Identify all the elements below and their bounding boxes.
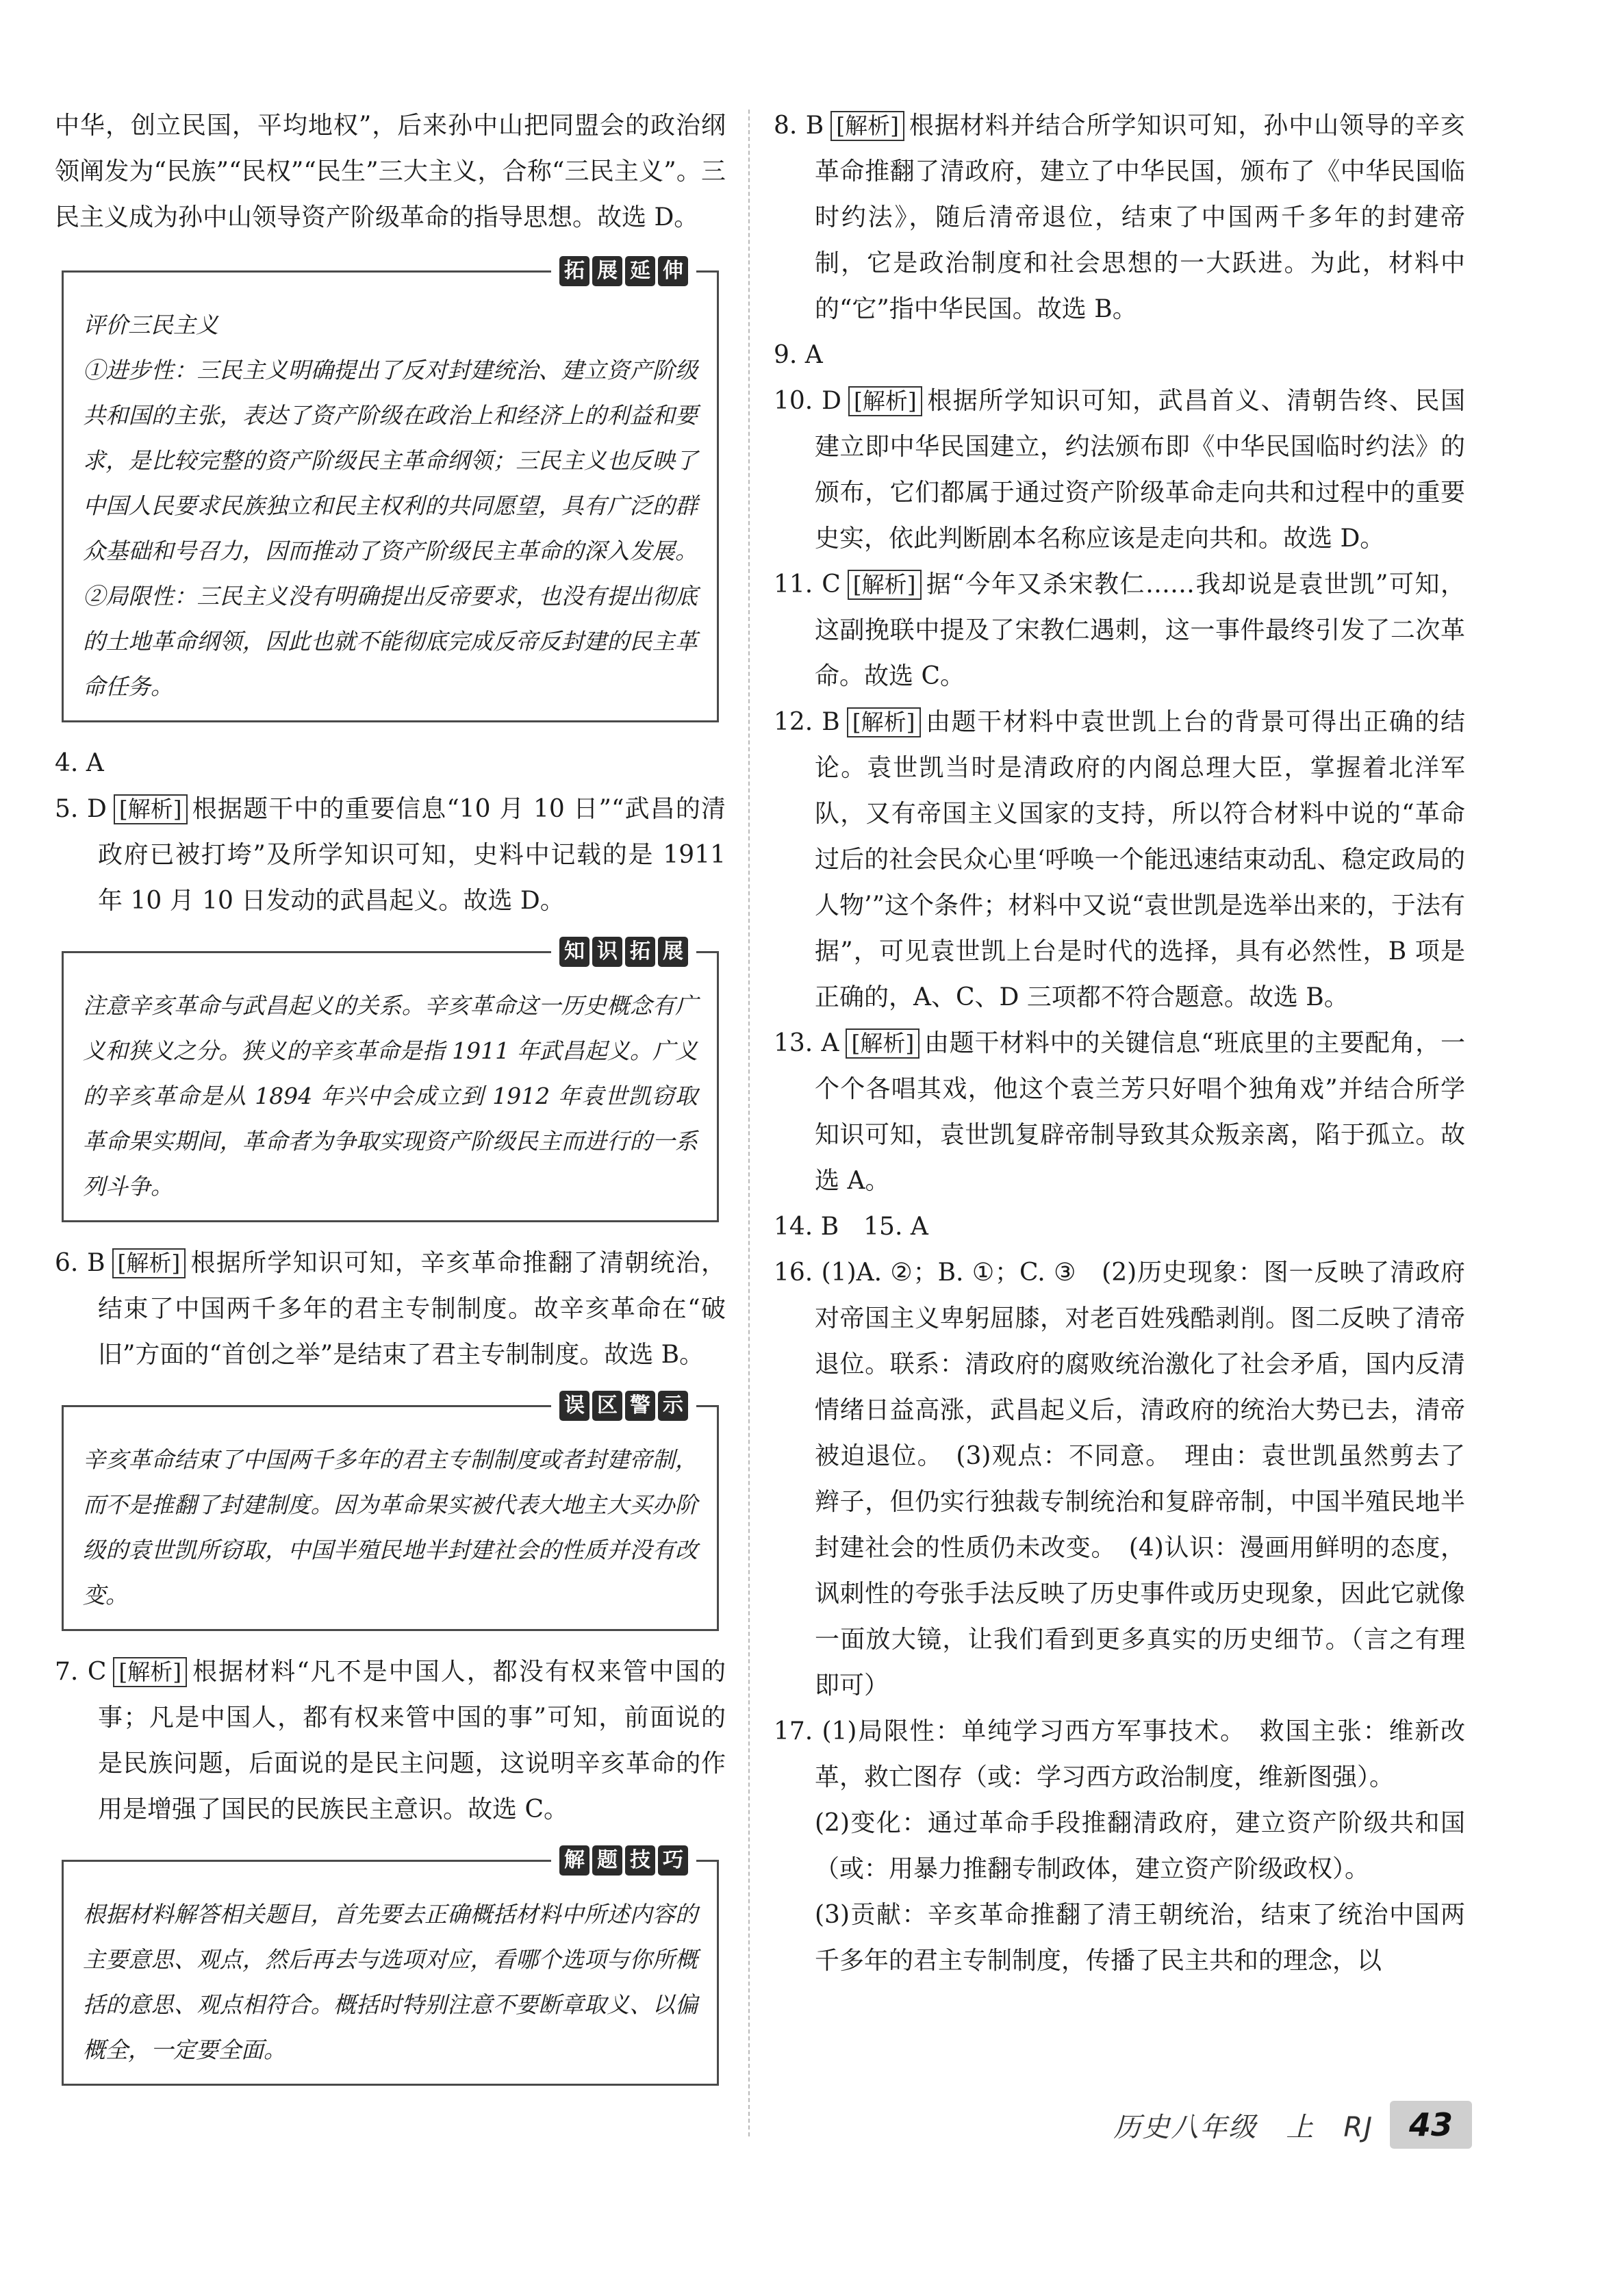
knowledge-box-title: 知 识 拓 展 [551,937,696,967]
answer-9: 9. A [774,341,823,369]
analysis-tag: [解析] [112,1248,186,1278]
answer-4: 4. A [55,749,104,777]
box-text: 注意辛亥革命与武昌起义的关系。辛亥革命这一历史概念有广义和狭义之分。狭义的辛亥革命是指 1911 年武昌起义。广义的辛亥革命是从 1894 年兴中会成立到 1912 年袁世凯窃取革命果实期间，革命者为争取实现资产阶级民主而进行的一系列斗争。 [83,992,698,1200]
tips-box-title: 解 题 技 巧 [551,1845,696,1876]
column-divider [748,110,750,2136]
answer-16: 16. (1)A. ②；B. ①；C. ③ (2)历史现象：图一反映了清政府对帝国主义卑躬屈膝，对老百姓残酷剥削。图二反映了清帝退位。联系：清政府的腐败统治激化了社会矛盾，国内反清情绪日益高涨，武昌起义后，清政府的统治大势已去，清帝被迫退位。 (3)观点：不同意。 理由：袁世凯虽然剪去了辫子，但仍实行独裁专制统治和复辟帝制，中国半殖民地半封建社会的性质仍未改变。 (4)认识：漫画用鲜明的态度，讽刺性的夸张手法反映了历史事件或历史现象，因此它就像一面放大镜，让我们看到更多真实的历史细节。（言之有理即可） [774,1259,1465,1700]
box-text: ①进步性：三民主义明确提出了反对封建统治、建立资产阶级共和国的主张，表达了资产阶级在政治上和经济上的利益和要求，是比较完整的资产阶级民主革命纲领；三民主义也反映了中国人民要求民族独立和民主权利的共同愿望，具有广泛的群众基础和号召力，因而推动了资产阶级民主革命的深入发展。②局限性：三民主义没有明确提出反帝要求，也没有提出彻底的土地革命纲领，因此也就不能彻底完成反帝反封建的民主革命任务。 [83,357,698,700]
answer-17-part-3: (3)贡献：辛亥革命推翻了清王朝统治，结束了统治中国两千多年的君主专制制度，传播了民主共和的理念，以 [815,1901,1465,1975]
box-text: 辛亥革命结束了中国两千多年的君主专制制度或者封建帝制，而不是推翻了封建制度。因为革命果实被代表大地主大买办阶级的袁世凯所窃取，中国半殖民地半封建社会的性质并没有改变。 [83,1446,698,1608]
analysis-tag: [解析] [848,386,922,416]
warning-box [62,1393,719,1631]
answer-17: 17. (1)局限性：单纯学习西方军事技术。 救国主张：维新改革，救亡图存（或：学习西方政治制度，维新图强）。 [774,1717,1465,1791]
warning-box-title: 误 区 警 示 [551,1391,696,1421]
answer-5: 5. D [解析] 根据题干中的重要信息“10 月 10 日”“武昌的清政府已被打垮”及所学知识可知，史料中记载的是 1911 年 10 月 10 日发动的武昌起义。故选 D。 [55,795,726,915]
box-text: 根据材料解答相关题目，首先要去正确概括材料中所述内容的主要意思、观点，然后再去与选项对应，看哪个选项与你所概括的意思、观点相符合。概括时特别注意不要断章取义、以偏概全，一定要全面。 [83,1901,698,2063]
extension-box-title: 拓 展 延 伸 [551,256,696,286]
page-footer [1054,2101,1472,2149]
answer-17-part-2: (2)变化：通过革命手段推翻清政府，建立资产阶级共和国（或：用暴力推翻专制政体，建立资产阶级政权）。 [815,1809,1465,1883]
subject-label: 历史八年级 上 RJ [1113,2111,1373,2143]
answer-12: 12. B [解析] 由题干材料中袁世凯上台的背景可得出正确的结论。袁世凯当时是清政府的内阁总理大臣，掌握着北洋军队，又有帝国主义国家的支持，所以符合材料中说的“革命过后的社会民众心里‘呼唤一个能迅速结束动乱、稳定政局的人物’”这个条件；材料中又说“袁世凯是选举出来的，于法有据”，可见袁世凯上台是时代的选择，具有必然性，B 项是正确的，A、C、D 三项都不符合题意。故选 B。 [774,708,1465,1011]
answer-6: 6. B [解析] 根据所学知识可知，辛亥革命推翻了清朝统治，结束了中国两千多年的君主专制制度。故辛亥革命在“破旧”方面的“首创之举”是结束了君主专制制度。故选 B。 [55,1249,726,1369]
answer-14-15: 14. B 15. A [774,1213,928,1241]
extension-box [62,259,719,722]
analysis-tag: [解析] [848,570,922,600]
knowledge-box [62,939,719,1222]
left-column [55,103,726,2104]
answer-13: 13. A [解析] 由题干材料中的关键信息“班底里的主要配角，一个个各唱其戏，他这个袁兰芳只好唱个独角戏”并结合所学知识可知，袁世凯复辟帝制导致其众叛亲离，陷于孤立。故选 A。 [774,1029,1466,1195]
right-column [774,103,1465,1984]
box-heading: 评价三民主义 [83,312,218,338]
tips-box [62,1848,719,2086]
analysis-tag: [解析] [847,707,921,737]
analysis-tag: [解析] [114,794,188,824]
answer-8: 8. B [解析] 根据材料并结合所学知识可知，孙中山领导的辛亥革命推翻了清政府，建立了中华民国，颁布了《中华民国临时约法》，随后清帝退位，结束了中国两千多年的封建帝制，它是政治制度和社会思想的一大跃进。为此，材料中的“它”指中华民国。故选 B。 [774,112,1465,323]
answer-3-continued: 中华，创立民国，平均地权”，后来孙中山把同盟会的政治纲领阐发为“民族”“民权”“民生”三大主义，合称“三民主义”。三民主义成为孙中山领导资产阶级革命的指导思想。故选 D。 [55,112,726,231]
answer-11: 11. C [解析] 据“今年又杀宋教仁……我却说是袁世凯”可知，这副挽联中提及了宋教仁遇刺，这一事件最终引发了二次革命。故选 C。 [774,570,1465,690]
page-number: 43 [1390,2101,1472,2149]
analysis-tag: [解析] [830,111,904,141]
answer-7: 7. C [解析] 根据材料“凡不是中国人，都没有权来管中国的事；凡是中国人，都有权来管中国的事”可知，前面说的是民族问题，后面说的是民主问题，这说明辛亥革命的作用是增强了国民的民族民主意识。故选 C。 [55,1658,726,1823]
answer-10: 10. D [解析] 根据所学知识可知，武昌首义、清朝告终、民国建立即中华民国建立，约法颁布即《中华民国临时约法》的颁布，它们都属于通过资产阶级革命走向共和过程中的重要史实，依此判断剧本名称应该是走向共和。故选 D。 [774,387,1465,553]
analysis-tag: [解析] [113,1657,187,1687]
analysis-tag: [解析] [846,1028,919,1059]
